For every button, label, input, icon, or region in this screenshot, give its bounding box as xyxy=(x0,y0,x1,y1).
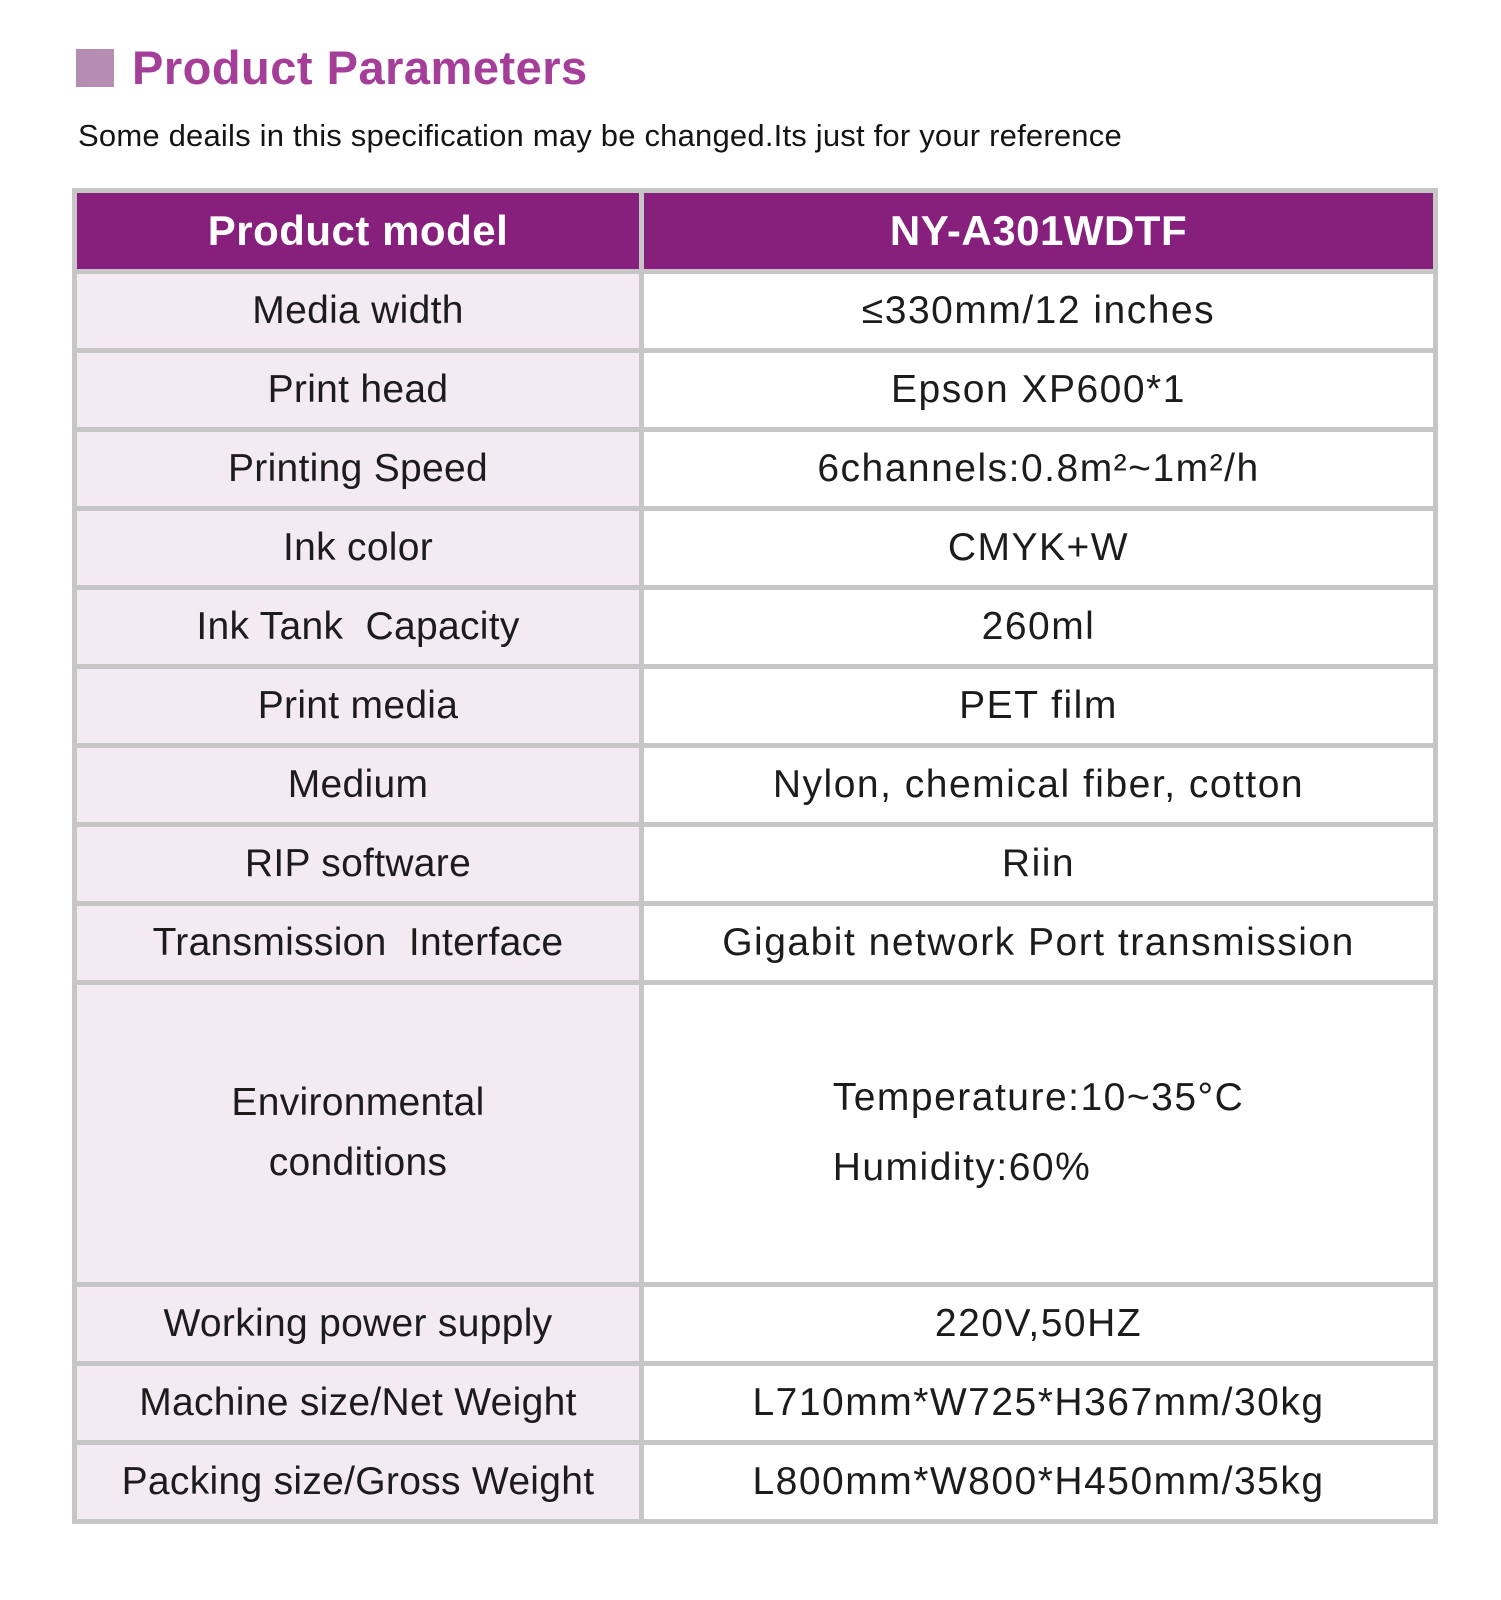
row-value: Epson XP600*1 xyxy=(642,350,1436,429)
table-header-label: Product model xyxy=(75,190,642,271)
row-label: Transmission Interface xyxy=(75,903,642,982)
title-row xyxy=(76,42,1433,94)
row-value: Riin xyxy=(642,824,1436,903)
row-label: Print media xyxy=(75,666,642,745)
spec-row-media-width xyxy=(75,271,1436,350)
spec-row-ink-color xyxy=(75,508,1436,587)
spec-row-transmission-interface xyxy=(75,903,1436,982)
spec-row-environmental-conditions xyxy=(75,982,1436,1284)
title-bullet-icon xyxy=(76,49,114,87)
row-label: Working power supply xyxy=(75,1284,642,1363)
spec-row-machine-size xyxy=(75,1363,1436,1442)
row-value: 6channels:0.8m²~1m²/h xyxy=(642,429,1436,508)
row-label: Packing size/Gross Weight xyxy=(75,1442,642,1521)
row-value: 220V,50HZ xyxy=(642,1284,1436,1363)
row-value: L710mm*W725*H367mm/30kg xyxy=(642,1363,1436,1442)
spec-row-print-head xyxy=(75,350,1436,429)
row-value: PET film xyxy=(642,666,1436,745)
row-label: Medium xyxy=(75,745,642,824)
table-header-row xyxy=(75,190,1436,271)
row-label: RIP software xyxy=(75,824,642,903)
row-label: Ink Tank Capacity xyxy=(75,587,642,666)
spec-row-rip-software xyxy=(75,824,1436,903)
temperature-line: Temperature:10~35°C xyxy=(832,1075,1245,1119)
row-label: Media width xyxy=(75,271,642,350)
row-label: Print head xyxy=(75,350,642,429)
spec-row-print-media xyxy=(75,666,1436,745)
page-subtitle: Some deails in this specification may be changed.Its just for your reference xyxy=(78,117,1122,153)
row-value: CMYK+W xyxy=(642,508,1436,587)
row-value xyxy=(642,982,1436,1284)
row-value: ≤330mm/12 inches xyxy=(642,271,1436,350)
row-value: Nylon, chemical fiber, cotton xyxy=(642,745,1436,824)
spec-row-packing-size xyxy=(75,1442,1436,1521)
row-value: L800mm*W800*H450mm/35kg xyxy=(642,1442,1436,1521)
table-header-value: NY-A301WDTF xyxy=(642,190,1436,271)
row-label xyxy=(75,982,642,1284)
page-title: Product Parameters xyxy=(132,41,588,94)
spec-table xyxy=(72,188,1438,1524)
row-label: Machine size/Net Weight xyxy=(75,1363,642,1442)
environment-value-block xyxy=(833,1063,1245,1203)
spec-row-working-power-supply xyxy=(75,1284,1436,1363)
spec-row-medium xyxy=(75,745,1436,824)
row-label: Printing Speed xyxy=(75,429,642,508)
row-value: 260ml xyxy=(642,587,1436,666)
row-label: Ink color xyxy=(75,508,642,587)
spec-row-ink-tank-capacity xyxy=(75,587,1436,666)
row-label-text: Environmental conditions xyxy=(231,1080,496,1185)
row-value: Gigabit network Port transmission xyxy=(642,903,1436,982)
spec-row-printing-speed xyxy=(75,429,1436,508)
humidity-line: Humidity:60% xyxy=(832,1146,1092,1190)
